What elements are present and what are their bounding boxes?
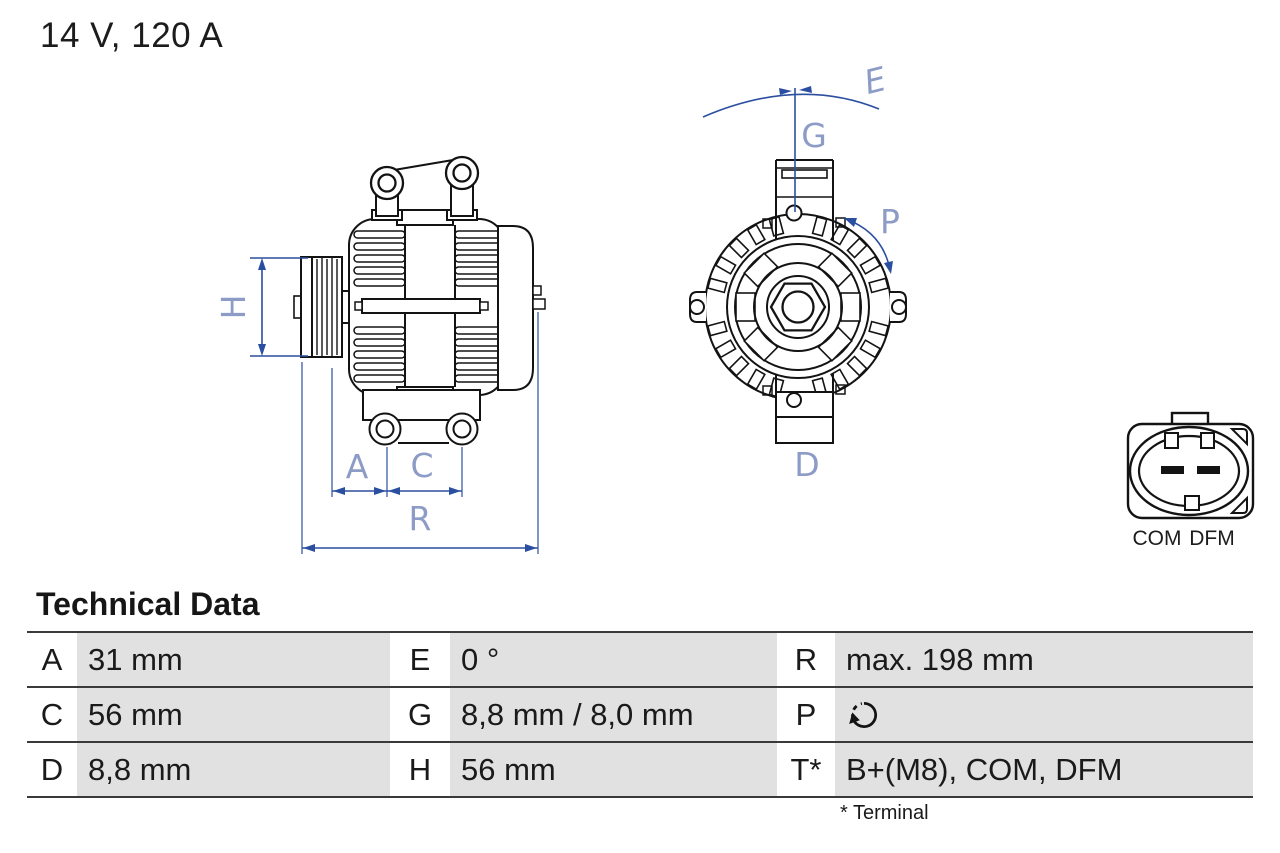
param-value: 31 mm bbox=[77, 633, 390, 686]
bottom-mounting-bracket bbox=[363, 390, 480, 445]
connector-label-com: COM bbox=[1132, 527, 1182, 550]
connector-labels bbox=[1133, 527, 1235, 550]
mounting-hole bbox=[454, 165, 471, 182]
mounting-hole bbox=[454, 421, 471, 438]
rotation-direction-icon bbox=[846, 697, 882, 733]
dimension-label-h: H bbox=[214, 294, 253, 320]
dimension-label-a: A bbox=[345, 447, 369, 486]
terminal-footnote: * Terminal bbox=[840, 802, 929, 824]
param-label: P bbox=[777, 688, 835, 741]
param-value: 8,8 mm / 8,0 mm bbox=[450, 688, 777, 741]
dimension-label-e: E bbox=[860, 59, 890, 103]
housing-body bbox=[349, 210, 505, 402]
table-row bbox=[27, 633, 1253, 688]
param-label: T* bbox=[777, 743, 835, 796]
dimension-label-p: P bbox=[880, 202, 900, 241]
param-label: C bbox=[27, 688, 77, 741]
param-value: B+(M8), COM, DFM bbox=[835, 743, 1253, 796]
param-label: A bbox=[27, 633, 77, 686]
param-value-rotation bbox=[835, 688, 1253, 741]
table-row bbox=[27, 688, 1253, 743]
mounting-hole bbox=[379, 175, 396, 192]
param-value: 56 mm bbox=[450, 743, 777, 796]
dimension-label-r: R bbox=[408, 499, 432, 538]
dimension-label-g: G bbox=[801, 116, 827, 155]
param-label: E bbox=[390, 633, 450, 686]
param-value: 8,8 mm bbox=[77, 743, 390, 796]
connector-pin-com bbox=[1161, 466, 1184, 474]
connector-key-slot bbox=[1201, 433, 1214, 448]
connector-pin-dfm bbox=[1197, 466, 1220, 474]
connector-key-slot bbox=[1185, 496, 1199, 510]
param-value: 56 mm bbox=[77, 688, 390, 741]
terminal-stud bbox=[533, 286, 541, 295]
page-title: 14 V, 120 A bbox=[40, 16, 224, 55]
param-value: max. 198 mm bbox=[835, 633, 1253, 686]
dimension-label-c: C bbox=[410, 446, 434, 485]
dimension-label-d: D bbox=[794, 445, 820, 484]
connector-key-slot bbox=[1165, 433, 1178, 448]
param-value: 0 ° bbox=[450, 633, 777, 686]
through-bolt bbox=[355, 299, 488, 313]
connector-diagram bbox=[1128, 413, 1253, 518]
table-row bbox=[27, 743, 1253, 798]
technical-data-heading: Technical Data bbox=[36, 586, 260, 622]
param-label: G bbox=[390, 688, 450, 741]
param-label: R bbox=[777, 633, 835, 686]
lug-bolt bbox=[787, 206, 802, 221]
param-label: D bbox=[27, 743, 77, 796]
pulley bbox=[294, 257, 349, 357]
alternator-front-view bbox=[690, 160, 906, 443]
terminal-stud bbox=[533, 299, 545, 309]
param-label: H bbox=[390, 743, 450, 796]
technical-data-table bbox=[27, 631, 1253, 798]
connector-label-dfm: DFM bbox=[1189, 527, 1235, 550]
mounting-hole bbox=[377, 421, 394, 438]
